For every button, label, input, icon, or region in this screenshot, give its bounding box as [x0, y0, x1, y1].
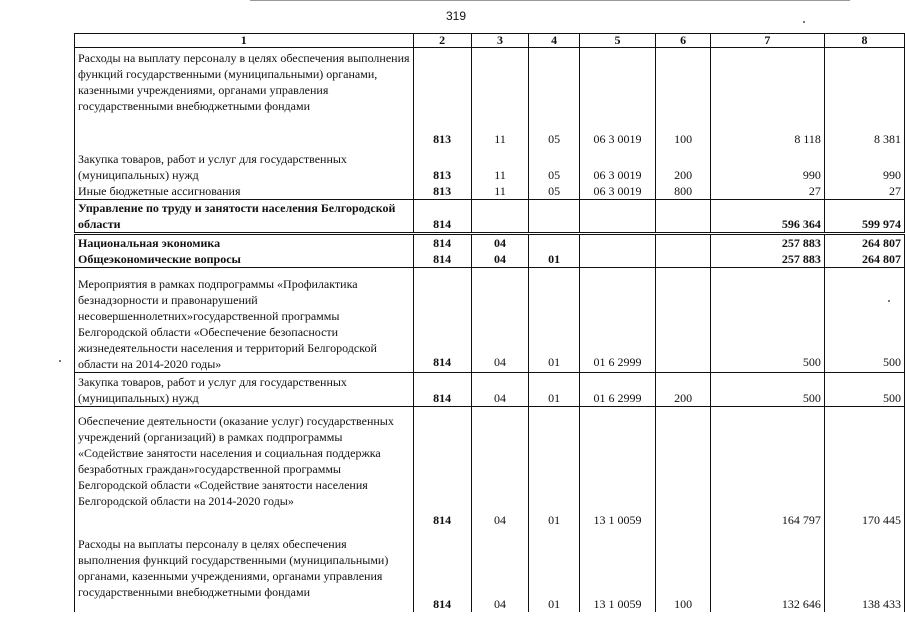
cell-amount-year1: 257 883 — [710, 233, 824, 251]
cell-amount-year1: 132 646 — [710, 530, 824, 612]
cell-section: 04 — [471, 251, 529, 268]
cell-section: 04 — [471, 233, 529, 251]
cell-amount-year1: 990 — [710, 151, 824, 183]
cell-amount-year1: 164 797 — [710, 406, 824, 530]
cell-subsection: 01 — [529, 406, 579, 530]
row-description: Закупка товаров, работ и услуг для государственных (муниципальных) нужд — [75, 372, 414, 406]
scan-speck — [803, 21, 805, 23]
row-description: Национальная экономика — [75, 233, 414, 251]
budget-table — [74, 33, 905, 612]
row-description: Расходы на выплату персоналу в целях обеспечения выполнения функций государственными (муниципальными) органами, казенными учреждениями, органами управления государственными внебюджетными фондами — [75, 48, 414, 151]
cell-amount-year2: 500 — [824, 372, 904, 406]
table-row — [75, 183, 905, 200]
cell-ministry-code: 813 — [413, 183, 471, 200]
cell-subsection: 05 — [529, 48, 579, 151]
column-header: 5 — [579, 34, 656, 48]
column-header: 6 — [656, 34, 710, 48]
table-row-section — [75, 233, 905, 251]
cell-amount-year2: 990 — [824, 151, 904, 183]
cell-expense-type — [656, 267, 710, 372]
cell-amount-year2: 27 — [824, 183, 904, 200]
cell-amount-year2: 264 807 — [824, 251, 904, 268]
table-row — [75, 48, 905, 151]
cell-target-article: 06 3 0019 — [579, 151, 656, 183]
cell-section: 11 — [471, 183, 529, 200]
cell-target-article: 06 3 0019 — [579, 183, 656, 200]
cell-amount-year2: 8 381 — [824, 48, 904, 151]
cell-ministry-code: 814 — [413, 406, 471, 530]
cell-subsection: 05 — [529, 151, 579, 183]
cell-expense-type — [656, 233, 710, 251]
cell-ministry-code: 814 — [413, 233, 471, 251]
cell-subsection: 01 — [529, 372, 579, 406]
cell-expense-type: 800 — [656, 183, 710, 200]
cell-expense-type — [656, 199, 710, 233]
table-row — [75, 151, 905, 183]
cell-amount-year1: 500 — [710, 267, 824, 372]
column-header: 8 — [824, 34, 904, 48]
scan-top-edge — [250, 0, 850, 1]
cell-ministry-code: 814 — [413, 267, 471, 372]
cell-expense-type — [656, 406, 710, 530]
table-row-department — [75, 199, 905, 233]
column-header: 7 — [710, 34, 824, 48]
row-description: Управление по труду и занятости населения Белгородской области — [75, 199, 414, 233]
cell-section — [471, 199, 529, 233]
cell-section: 04 — [471, 372, 529, 406]
table-row — [75, 406, 905, 530]
cell-expense-type: 200 — [656, 372, 710, 406]
cell-section: 04 — [471, 530, 529, 612]
row-description: Закупка товаров, работ и услуг для государственных (муниципальных) нужд — [75, 151, 414, 183]
page-number: 319 — [446, 9, 467, 23]
cell-ministry-code: 813 — [413, 48, 471, 151]
column-header: 2 — [413, 34, 471, 48]
cell-section: 04 — [471, 267, 529, 372]
cell-amount-year2: 500 — [824, 267, 904, 372]
column-header: 4 — [529, 34, 579, 48]
cell-subsection: 05 — [529, 183, 579, 200]
cell-expense-type: 200 — [656, 151, 710, 183]
cell-amount-year2: 599 974 — [824, 199, 904, 233]
table-header-row — [75, 34, 905, 48]
scan-speck — [59, 360, 61, 362]
cell-amount-year2: 138 433 — [824, 530, 904, 612]
cell-subsection — [529, 233, 579, 251]
table-row — [75, 530, 905, 612]
cell-section: 04 — [471, 406, 529, 530]
cell-target-article — [579, 233, 656, 251]
cell-subsection: 01 — [529, 530, 579, 612]
cell-subsection: 01 — [529, 251, 579, 268]
cell-amount-year1: 596 364 — [710, 199, 824, 233]
cell-amount-year1: 8 118 — [710, 48, 824, 151]
cell-ministry-code: 813 — [413, 151, 471, 183]
cell-target-article: 01 6 2999 — [579, 267, 656, 372]
cell-target-article — [579, 199, 656, 233]
cell-expense-type: 100 — [656, 530, 710, 612]
cell-expense-type — [656, 251, 710, 268]
row-description: Расходы на выплаты персоналу в целях обеспечения выполнения функций государственными (муниципальными) органами, казенными учреждениями, органами управления государственными внебюджетными фондами — [75, 530, 414, 612]
table-row — [75, 372, 905, 406]
cell-ministry-code: 814 — [413, 251, 471, 268]
table-row-subsection — [75, 251, 905, 268]
row-description: Мероприятия в рамках подпрограммы «Профилактика безнадзорности и правонарушений несовершеннолетних»государственной программы Белгородской области «Обеспечение безопасности жизнедеятельности населения и территорий Белгородской области на 2014-2020 годы» — [75, 267, 414, 372]
cell-target-article — [579, 251, 656, 268]
cell-amount-year2: 264 807 — [824, 233, 904, 251]
cell-expense-type: 100 — [656, 48, 710, 151]
cell-target-article: 13 1 0059 — [579, 530, 656, 612]
row-description: Иные бюджетные ассигнования — [75, 183, 414, 200]
cell-amount-year2: 170 445 — [824, 406, 904, 530]
row-description: Обеспечение деятельности (оказание услуг) государственных учреждений (организаций) в рамках подпрограммы «Содействие занятости населения и социальная поддержка безработных граждан»государственной программы Белгородской области «Содействие занятости населения Белгородской области на 2014-2020 годы» — [75, 406, 414, 530]
column-header: 1 — [75, 34, 414, 48]
cell-ministry-code: 814 — [413, 199, 471, 233]
cell-target-article: 06 3 0019 — [579, 48, 656, 151]
cell-amount-year1: 257 883 — [710, 251, 824, 268]
cell-amount-year1: 500 — [710, 372, 824, 406]
cell-section: 11 — [471, 48, 529, 151]
cell-ministry-code: 814 — [413, 530, 471, 612]
cell-amount-year1: 27 — [710, 183, 824, 200]
cell-section: 11 — [471, 151, 529, 183]
cell-subsection: 01 — [529, 267, 579, 372]
cell-subsection — [529, 199, 579, 233]
table-row — [75, 267, 905, 372]
row-description: Общеэкономические вопросы — [75, 251, 414, 268]
cell-ministry-code: 814 — [413, 372, 471, 406]
cell-target-article: 13 1 0059 — [579, 406, 656, 530]
cell-target-article: 01 6 2999 — [579, 372, 656, 406]
column-header: 3 — [471, 34, 529, 48]
